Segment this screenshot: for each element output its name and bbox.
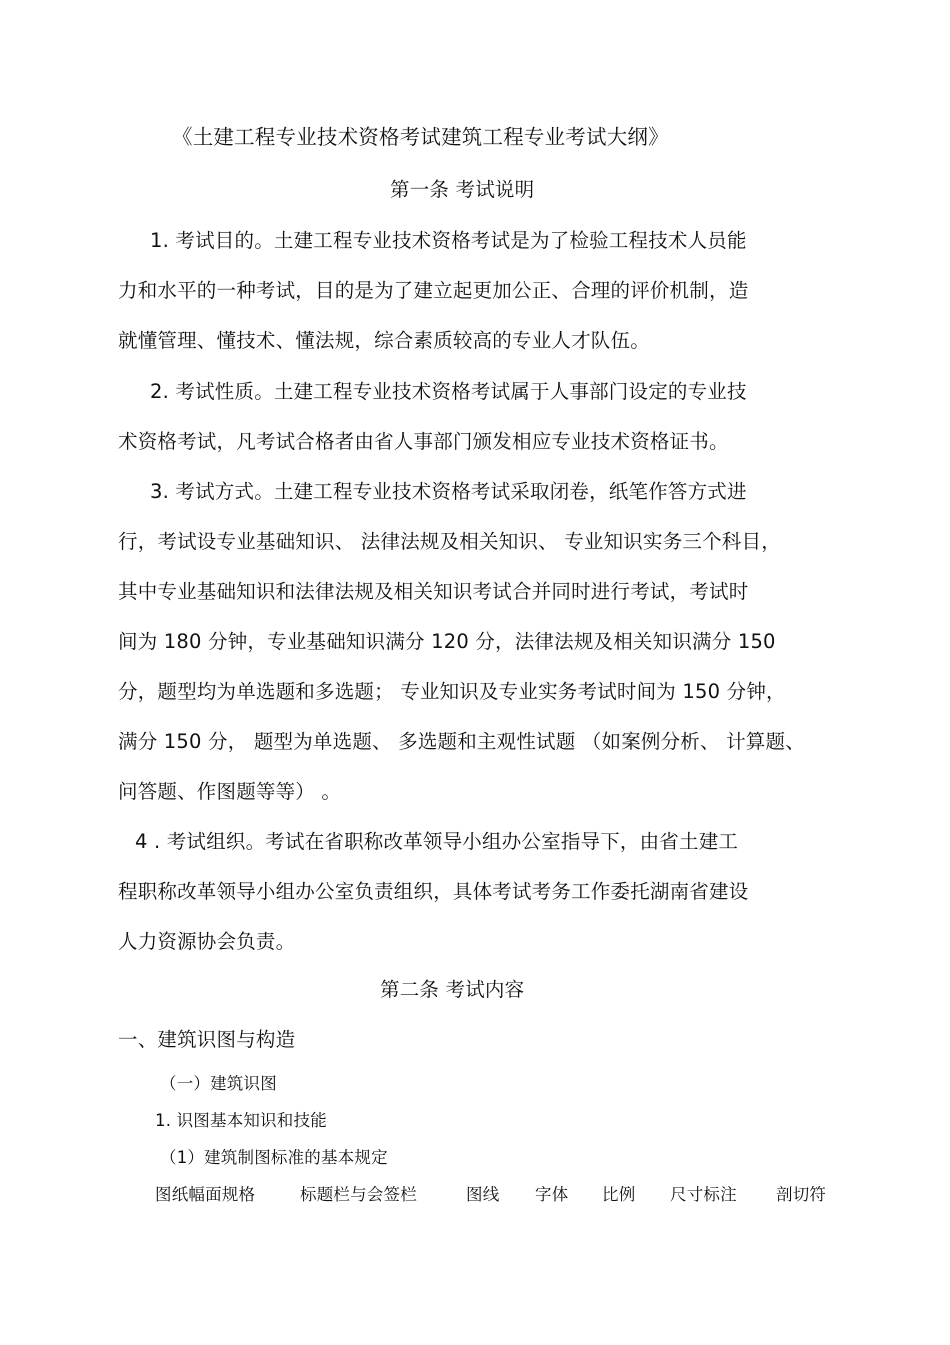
- paragraph-line: 满分 150 分， 题型为单选题、 多选题和主观性试题 （如案例分析、 计算题、: [118, 730, 805, 753]
- paragraph-line: 术资格考试，凡考试合格者由省人事部门颁发相应专业技术资格证书。: [118, 430, 729, 453]
- subsection-heading: （一）建筑识图: [160, 1074, 277, 1093]
- document-title: 《土建工程专业技术资格考试建筑工程专业考试大纲》: [172, 125, 669, 149]
- subitem-heading: （1）建筑制图标准的基本规定: [160, 1148, 388, 1167]
- term: 图纸幅面规格: [155, 1185, 256, 1204]
- paragraph-line: 人力资源协会负责。: [118, 930, 296, 953]
- paragraph-line: 分，题型均为单选题和多选题； 专业知识及专业实务考试时间为 150 分钟，: [118, 680, 786, 703]
- paragraph-line: 3. 考试方式。土建工程专业技术资格考试采取闭卷，纸笔作答方式进: [150, 480, 747, 503]
- term: 尺寸标注: [670, 1185, 737, 1204]
- paragraph-line: 力和水平的一种考试，目的是为了建立起更加公正、合理的评价机制，造: [118, 279, 749, 302]
- term: 字体: [535, 1185, 569, 1204]
- term: 比例: [602, 1185, 636, 1204]
- paragraph-line: 2. 考试性质。土建工程专业技术资格考试属于人事部门设定的专业技: [150, 380, 747, 403]
- paragraph-line: 其中专业基础知识和法律法规及相关知识考试合并同时进行考试，考试时: [118, 580, 749, 603]
- paragraph-line: 行，考试设专业基础知识、 法律法规及相关知识、 专业知识实务三个科目，: [118, 530, 781, 553]
- paragraph-line: 问答题、作图题等等） 。: [118, 780, 342, 803]
- term: 标题栏与会签栏: [300, 1185, 417, 1204]
- term: 图线: [466, 1185, 500, 1204]
- paragraph-line: 程职称改革领导小组办公室负责组织，具体考试考务工作委托湖南省建设: [118, 880, 749, 903]
- article1-heading: 第一条 考试说明: [390, 178, 535, 201]
- paragraph-line: 就懂管理、懂技术、懂法规，综合素质较高的专业人才队伍。: [118, 329, 650, 352]
- article2-heading: 第二条 考试内容: [380, 978, 525, 1001]
- paragraph-line: 间为 180 分钟，专业基础知识满分 120 分，法律法规及相关知识满分 150: [118, 630, 776, 653]
- item-heading: 1. 识图基本知识和技能: [155, 1111, 327, 1130]
- paragraph-line: 1. 考试目的。土建工程专业技术资格考试是为了检验工程技术人员能: [150, 229, 747, 252]
- section-heading: 一、建筑识图与构造: [118, 1028, 296, 1051]
- paragraph-line: 4 . 考试组织。考试在省职称改革领导小组办公室指导下，由省土建工: [135, 830, 739, 853]
- term: 剖切符: [776, 1185, 827, 1204]
